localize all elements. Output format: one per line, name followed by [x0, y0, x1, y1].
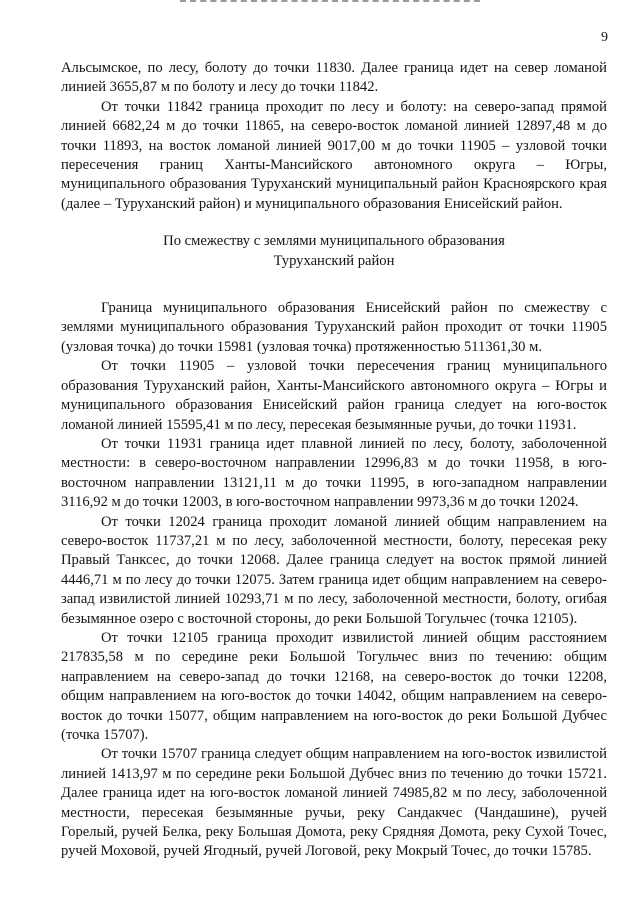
section-heading — [61, 232, 607, 271]
section-heading-line-2: Туруханский район — [273, 252, 395, 269]
paragraph-point-11842: От точки 11842 граница проходит по лесу и болоту: на северо-запад прямой линией 6682,24 м до точки 11865, на северо-восток ломаной линией 12897,48 м до точки 11893, на восток ломаной линией 9017,00 м до точки 11905 – узловой точки пересечения границ Ханты-Мансийского автономного округа – Югры, муниципального образования Туруханский муниципальный район Красноярского края (далее – Туруханский район) и муниципального образования Енисейский район. — [61, 98, 607, 212]
paragraph-point-15707: От точки 15707 граница следует общим направлением на юго-восток извилистой линией 1413,97 м по середине реки Большой Дубчес вниз по течению до точки 15721. Далее граница идет на юго-восток ломаной линией 74985,82 м по лесу, заболоченной местности, пересекая безымянные ручьи, реку Сандакчес (Чандашине), ручей Горелый, ручей Белка, реку Большая Домота, реку Срядняя Домота, реку Сухой Точес, ручей Моховой, ручей Ягодный, ручей Логовой, реку Мокрый Точес, до точки 15785. — [61, 746, 607, 860]
paragraph-point-12105: От точки 12105 граница проходит извилистой линией общим расстоянием 217835,58 м по середине реки Большой Тогульчес вниз по течению: общим направлением на северо-запад до точки 12168, на северо-восток до точки 12208, общим направлением на юго-восток до точки 14042, общим направлением на северо-восток до точки 15077, общим направлением на юго-восток до реки Большой Дубчес (точка 15707). — [61, 629, 607, 743]
paragraph-point-11931: От точки 11931 граница идет плавной линией по лесу, болоту, заболоченной местности: в северо-восточном направлении 12996,83 м до точки 11958, в юго-восточном направлении 13121,11 м до точки 11995, в юго-западном направлении 3116,92 м до точки 12003, в юго-восточном направлении 9973,36 м до точки 12024. — [61, 435, 607, 511]
paragraph-point-11905: От точки 11905 – узловой точки пересечения границ муниципального образования Туруханский район, Ханты-Мансийского автономного округа – Югры и муниципального образования Енисейский район граница следует на юго-восток ломаной линией 15595,41 м по лесу, пересекая безымянные ручьи, до точки 11931. — [61, 358, 607, 433]
document-body — [61, 59, 607, 862]
paragraph-boundary-summary: Граница муниципального образования Енисейский район по смежеству с землями муниципального образования Туруханский район проходит от точки 11905 (узловая точка) до точки 15981 (узловая точка) протяженностью 511361,30 м. — [61, 300, 607, 355]
page-number: 9 — [601, 30, 608, 45]
paragraph-continuation: Альсымское, по лесу, болоту до точки 11830. Далее граница идет на север ломаной линией 3655,87 м по болоту и лесу до точки 11842. — [61, 60, 607, 96]
scan-top-marks — [180, 0, 480, 6]
paragraph-point-12024: От точки 12024 граница проходит ломаной линией общим направлением на северо-восток 11737,21 м по лесу, заболоченной местности, болоту, пересекая реку Правый Танксес, до точки 12068. Далее граница следует на восток прямой линией 4446,71 м по лесу до точки 12075. Затем граница идет общим направлением на северо-запад извилистой линией 10293,71 м по лесу, заболоченной местности, болоту, огибая безымянное озеро с восточной стороны, до реки Большой Тогульчес (точка 12105). — [61, 513, 607, 627]
section-heading-line-1: По смежеству с землями муниципального образования — [163, 233, 505, 250]
